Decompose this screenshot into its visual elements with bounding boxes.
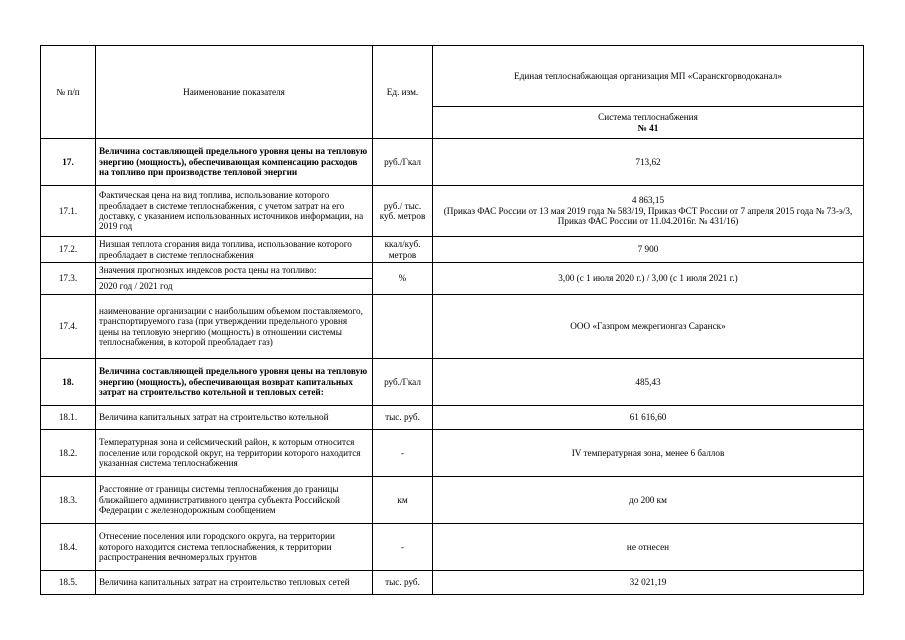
- row-unit: тыс. руб.: [373, 406, 433, 430]
- row-value: ООО «Газпром межрегионгаз Саранск»: [433, 295, 864, 359]
- row-name: Величина капитальных затрат на строительство котельной: [96, 406, 373, 430]
- header-system: [433, 107, 864, 139]
- row-value: 485,43: [433, 359, 864, 406]
- row-unit: -: [373, 524, 433, 571]
- row-number: 17.4.: [41, 295, 96, 359]
- row-unit: руб./ тыс. куб. метров: [373, 186, 433, 237]
- table-row: [41, 406, 864, 430]
- table-row: [41, 237, 864, 263]
- header-name: Наименование показателя: [96, 46, 373, 139]
- row-value: IV температурная зона, менее 6 баллов: [433, 430, 864, 477]
- row-value: 7 900: [433, 237, 864, 263]
- row-name: Значения прогнозных индексов роста цены на топливо:: [96, 263, 373, 279]
- row-number: 18.2.: [41, 430, 96, 477]
- row-unit: [373, 295, 433, 359]
- row-name: Низшая теплота сгорания вида топлива, использование которого преобладает в системе теплоснабжения: [96, 237, 373, 263]
- table-row: [41, 430, 864, 477]
- header-system-title: Система теплоснабжения: [598, 112, 698, 123]
- header-row: [41, 46, 864, 107]
- row-name: Расстояние от границы системы теплоснабжения до границы ближайшего административного центра субъекта Российской Федерации с железнодорожным сообщением: [96, 477, 373, 524]
- table-row: [41, 295, 864, 359]
- header-system-number: № 41: [637, 122, 659, 133]
- table-row: [41, 186, 864, 237]
- row-name: Величина составляющей предельного уровня цены на тепловую энергию (мощность), обеспечивающая компенсацию расходов на топливо при производстве тепловой энергии: [96, 139, 373, 186]
- row-value-main: 4 863,15: [631, 195, 665, 206]
- row-unit: -: [373, 430, 433, 477]
- row-number: 18.4.: [41, 524, 96, 571]
- table-row: [41, 139, 864, 186]
- row-name: Величина капитальных затрат на строительство тепловых сетей: [96, 571, 373, 595]
- row-number: 18.5.: [41, 571, 96, 595]
- row-unit: руб./Гкал: [373, 139, 433, 186]
- row-number: 18.: [41, 359, 96, 406]
- row-value: до 200 км: [433, 477, 864, 524]
- row-value-note: (Приказ ФАС России от 13 мая 2019 года № 583/19, Приказ ФСТ России от 7 апреля 2015 года № 73-э/3, Приказ ФАС России от 11.04.2016г. № 431/16): [443, 205, 853, 227]
- row-number: 17.1.: [41, 186, 96, 237]
- row-value: 32 021,19: [433, 571, 864, 595]
- row-unit: км: [373, 477, 433, 524]
- row-name: Отнесение поселения или городского округа, на территории которого находится система теплоснабжения, к территории распространения вечномерзлых грунтов: [96, 524, 373, 571]
- row-name: наименование организации с наибольшим объемом поставляемого, транспортируемого газа (при утверждении предельного уровня цены на тепловую энергию (мощность) в отношении системы теплоснабжения, в которой преобладает газ): [96, 295, 373, 359]
- row-number: 17.2.: [41, 237, 96, 263]
- header-unit: Ед. изм.: [373, 46, 433, 139]
- row-unit: тыс. руб.: [373, 571, 433, 595]
- header-num: № п/п: [41, 46, 96, 139]
- table-row: [41, 571, 864, 595]
- table-row: [41, 524, 864, 571]
- row-number: 18.1.: [41, 406, 96, 430]
- row-value: 3,00 (с 1 июля 2020 г.) / 3,00 (с 1 июля 2021 г.): [433, 263, 864, 295]
- header-org: Единая теплоснабжающая организация МП «Саранскгорводоканал»: [433, 46, 864, 107]
- row-number: 18.3.: [41, 477, 96, 524]
- table-row: [41, 263, 864, 279]
- row-value: 61 616,60: [433, 406, 864, 430]
- table-row: [41, 359, 864, 406]
- row-value: не отнесен: [433, 524, 864, 571]
- row-name: Величина составляющей предельного уровня цены на тепловую энергию (мощность), обеспечивающая возврат капитальных затрат на строительство котельной и тепловых сетей:: [96, 359, 373, 406]
- row-number: 17.: [41, 139, 96, 186]
- row-number: 17.3.: [41, 263, 96, 295]
- table-row: [41, 477, 864, 524]
- indicators-table: [40, 45, 864, 595]
- row-name: Температурная зона и сейсмический район, к которым относится поселение или городской округ, на территории которого находится указанная система теплоснабжения: [96, 430, 373, 477]
- row-name: Фактическая цена на вид топлива, использование которого преобладает в системе теплоснабжения, с учетом затрат на его доставку, с указанием использованных источников информации, на 2019 год: [96, 186, 373, 237]
- row-unit: руб./Гкал: [373, 359, 433, 406]
- row-unit: ккал/куб. метров: [373, 237, 433, 263]
- row-unit: %: [373, 263, 433, 295]
- row-value: 713,62: [433, 139, 864, 186]
- row-value: [433, 186, 864, 237]
- row-name-sub: 2020 год / 2021 год: [96, 279, 373, 295]
